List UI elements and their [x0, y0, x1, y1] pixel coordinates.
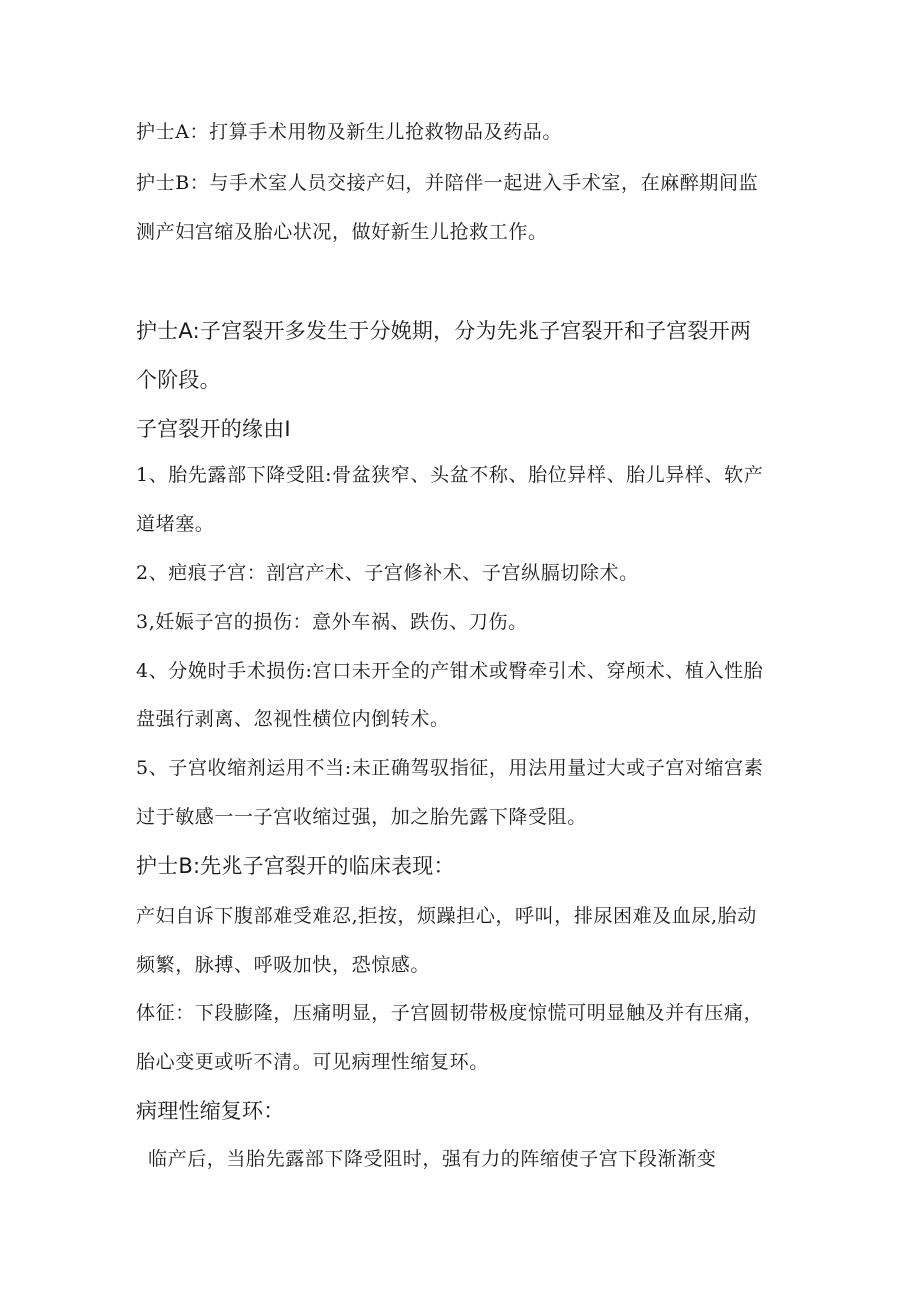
cause-1-line2: 道堵塞。 [136, 513, 215, 535]
heading-nurse-a-rupture-line1: 护士A:子宫裂开多发生于分娩期，分为先兆子宫裂开和子宫裂开两 [136, 319, 752, 343]
signs-line2: 胎心变更或听不清。可见病理性缩复环。 [136, 1051, 489, 1073]
cause-3: 3,妊娠子宫的损伤：意外车祸、跌伤、刀伤。 [136, 611, 528, 633]
paragraph-nurse-b-handover-line2: 测产妇宫缩及胎心状况，做好新生儿抢救工作。 [136, 221, 548, 243]
heading-pathological-ring: 病理性缩复环： [136, 1099, 285, 1123]
cause-5-line2: 过于敏感一一子宫收缩过强，加之胎先露下降受阻。 [136, 806, 587, 828]
paragraph-nurse-b-handover-line1: 护士B：与手术室人员交接产妇，并陪伴一起进入手术室，在麻醉期间监 [136, 172, 759, 194]
cause-1-line1: 1、胎先露部下降受阻:骨盆狭窄、头盆不称、胎位异样、胎儿异样、软产 [136, 464, 764, 486]
cause-4-line1: 4、分娩时手术损伤:宫口未开全的产钳术或臀牵引术、穿颅术、植入性胎 [136, 660, 764, 682]
heading-nurse-a-rupture-line2: 个阶段。 [136, 368, 221, 392]
pathological-ring-text: 临产后，当胎先露部下降受阻时，强有力的阵缩使子宫下段渐渐变 [148, 1148, 717, 1170]
signs-line1: 体征：下段膨隆，压痛明显，子宫圆韧带极度惊慌可明显触及并有压痛， [136, 1002, 764, 1024]
paragraph-nurse-a-preparation: 护士A：打算手术用物及新生儿抢救物品及药品。 [136, 121, 562, 143]
cause-2: 2、疤痕子宫：剖宫产术、子宫修补术、子宫纵膈切除术。 [136, 562, 639, 584]
symptoms-line2: 频繁，脉搏、呼吸加快，恐惊感。 [136, 954, 431, 976]
cause-4-line2: 盘强行剥离、忽视性横位内倒转术。 [136, 708, 450, 730]
cause-5-line1: 5、子宫收缩剂运用不当:未正确驾驭指征，用法用量过大或子宫对缩宫素 [136, 757, 764, 779]
heading-nurse-b-clinical: 护士B:先兆子宫裂开的临床表现： [136, 854, 455, 878]
heading-rupture-causes: 子宫裂开的缘由I [136, 417, 291, 441]
symptoms-line1: 产妇自诉下腹部难受难忍,拒按，烦躁担心，呼叫，排尿困难及血尿,胎动 [136, 905, 757, 927]
